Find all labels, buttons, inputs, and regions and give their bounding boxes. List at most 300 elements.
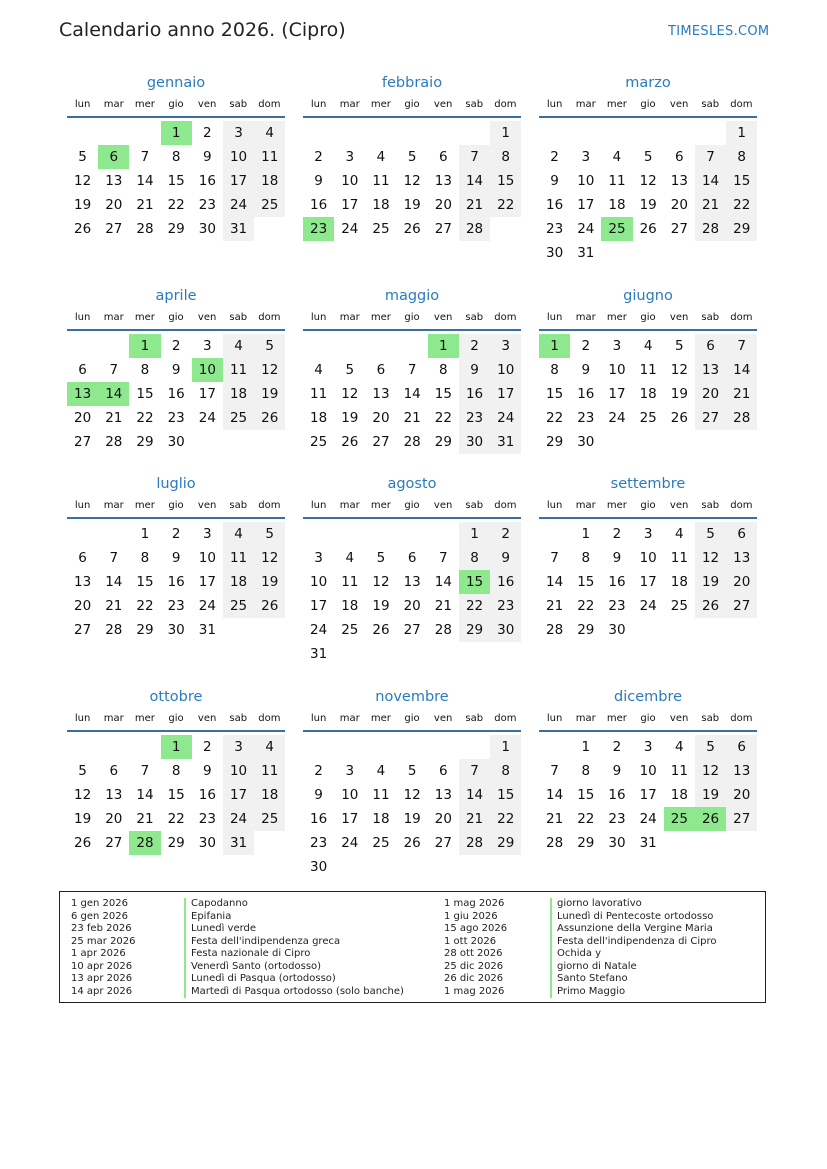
day-cell: 11 xyxy=(372,787,390,803)
day-cell: 30 xyxy=(310,859,328,875)
weekday-label: ven xyxy=(433,713,453,724)
weekday-label: ven xyxy=(197,99,217,110)
weekday-label: mar xyxy=(575,713,596,724)
day-cell: 27 xyxy=(74,622,92,638)
day-cell: 29 xyxy=(577,835,595,851)
legend-holiday-name: Lunedì di Pentecoste ortodosso xyxy=(550,911,717,924)
holiday-day-cell: 1 xyxy=(428,334,459,358)
weekday-label: dom xyxy=(730,99,753,110)
day-cell: 6 xyxy=(695,334,726,358)
weekday-label: gio xyxy=(168,312,184,323)
weekday-label: mar xyxy=(575,500,596,511)
day-cell: 20 xyxy=(74,598,92,614)
weekday-header xyxy=(67,710,285,732)
legend-holiday-name: Martedì di Pasqua ortodosso (solo banche) xyxy=(184,986,404,999)
weekday-label: dom xyxy=(494,312,517,323)
month-dicembre xyxy=(539,687,757,855)
day-cell: 20 xyxy=(726,570,757,594)
day-cell: 29 xyxy=(167,835,185,851)
empty-cell xyxy=(129,121,160,145)
day-cell: 13 xyxy=(105,787,123,803)
month-title: maggio xyxy=(384,288,440,304)
day-cell: 16 xyxy=(546,197,564,213)
day-cell: 12 xyxy=(670,362,688,378)
day-cell: 21 xyxy=(459,807,490,831)
day-cell: 19 xyxy=(74,197,92,213)
day-cell: 14 xyxy=(136,787,154,803)
weekday-label: lun xyxy=(310,312,327,323)
legend-holiday-name: giorno di Natale xyxy=(550,961,717,974)
empty-cell xyxy=(67,522,98,546)
day-cell: 23 xyxy=(577,410,595,426)
weekday-label: gio xyxy=(640,500,656,511)
days-grid xyxy=(539,121,757,265)
day-cell: 13 xyxy=(403,574,421,590)
day-cell: 19 xyxy=(254,570,285,594)
legend-holiday-name: Lunedì verde xyxy=(184,923,404,936)
day-cell: 15 xyxy=(136,574,154,590)
month-novembre xyxy=(303,687,521,879)
weekday-label: dom xyxy=(494,500,517,511)
day-cell: 8 xyxy=(490,759,521,783)
weekday-label: sab xyxy=(229,99,248,110)
empty-cell xyxy=(67,735,98,759)
day-cell: 10 xyxy=(223,145,254,169)
day-cell: 5 xyxy=(78,149,87,165)
empty-cell xyxy=(428,522,459,546)
day-cell: 20 xyxy=(372,410,390,426)
day-cell: 9 xyxy=(314,173,323,189)
day-cell: 4 xyxy=(345,550,355,566)
weekday-label: mer xyxy=(370,99,391,110)
holiday-day-cell: 10 xyxy=(192,358,223,382)
legend-date: 6 gen 2026 xyxy=(71,910,129,922)
day-cell: 8 xyxy=(140,550,150,566)
day-cell: 18 xyxy=(310,410,328,426)
legend-date: 28 ott 2026 xyxy=(444,948,503,959)
weekday-label: ven xyxy=(197,500,217,511)
day-cell: 13 xyxy=(726,546,757,570)
day-cell: 21 xyxy=(136,197,154,213)
day-cell: 20 xyxy=(695,382,726,406)
month-luglio xyxy=(67,474,285,642)
day-cell: 6 xyxy=(407,550,417,566)
day-cell: 18 xyxy=(639,386,657,402)
weekday-label: gio xyxy=(168,99,184,110)
day-cell: 2 xyxy=(581,338,591,354)
day-cell: 3 xyxy=(643,526,653,542)
day-cell: 31 xyxy=(223,831,254,855)
day-cell: 28 xyxy=(695,217,726,241)
month-title: novembre xyxy=(375,689,449,705)
legend-date: 13 apr 2026 xyxy=(71,973,133,984)
day-cell: 30 xyxy=(546,245,564,261)
days-grid xyxy=(67,121,285,241)
day-cell: 27 xyxy=(434,835,452,851)
day-cell: 20 xyxy=(670,197,688,213)
day-cell: 29 xyxy=(490,831,521,855)
weekday-label: mar xyxy=(339,500,360,511)
day-cell: 1 xyxy=(490,735,521,759)
legend-date: 10 apr 2026 xyxy=(71,960,133,972)
legend-date: 1 giu 2026 xyxy=(444,910,498,922)
day-cell: 22 xyxy=(546,410,564,426)
month-title: dicembre xyxy=(613,689,683,705)
day-cell: 11 xyxy=(670,763,688,779)
holiday-day-cell: 1 xyxy=(539,334,570,358)
month-gennaio xyxy=(67,73,285,241)
day-cell: 10 xyxy=(639,550,657,566)
day-cell: 5 xyxy=(695,522,726,546)
legend-date: 25 dic 2026 xyxy=(444,960,504,972)
legend-date: 1 mag 2026 xyxy=(444,985,505,997)
day-cell: 22 xyxy=(490,193,521,217)
day-cell: 2 xyxy=(203,739,212,755)
day-cell: 16 xyxy=(490,570,521,594)
day-cell: 2 xyxy=(171,338,181,354)
day-cell: 30 xyxy=(198,835,216,851)
day-cell: 29 xyxy=(434,434,452,450)
legend-holiday-name: Epifania xyxy=(184,911,404,924)
day-cell: 2 xyxy=(612,739,622,755)
day-cell: 10 xyxy=(608,362,626,378)
day-cell: 1 xyxy=(459,522,490,546)
day-cell: 6 xyxy=(726,522,757,546)
day-cell: 18 xyxy=(341,598,359,614)
day-cell: 5 xyxy=(78,763,87,779)
days-grid xyxy=(303,121,521,241)
empty-cell xyxy=(334,121,365,145)
day-cell: 24 xyxy=(223,807,254,831)
day-cell: 9 xyxy=(459,358,490,382)
day-cell: 19 xyxy=(695,570,726,594)
day-cell: 20 xyxy=(403,598,421,614)
day-cell: 13 xyxy=(105,173,123,189)
weekday-label: mer xyxy=(606,713,627,724)
day-cell: 16 xyxy=(310,197,328,213)
day-cell: 7 xyxy=(439,550,448,566)
day-cell: 29 xyxy=(726,217,757,241)
day-cell: 16 xyxy=(198,787,216,803)
day-cell: 12 xyxy=(403,787,421,803)
day-cell: 4 xyxy=(223,334,254,358)
day-cell: 1 xyxy=(726,121,757,145)
day-cell: 10 xyxy=(310,574,328,590)
day-cell: 23 xyxy=(167,410,185,426)
day-cell: 18 xyxy=(608,197,626,213)
day-cell: 7 xyxy=(407,362,417,378)
day-cell: 22 xyxy=(490,807,521,831)
month-title: settembre xyxy=(610,476,686,492)
day-cell: 4 xyxy=(675,526,684,542)
day-cell: 12 xyxy=(254,358,285,382)
day-cell: 21 xyxy=(105,598,123,614)
day-cell: 1 xyxy=(581,739,591,755)
day-cell: 28 xyxy=(546,835,564,851)
day-cell: 23 xyxy=(608,598,626,614)
day-cell: 22 xyxy=(434,410,452,426)
day-cell: 22 xyxy=(577,598,595,614)
day-cell: 5 xyxy=(345,362,355,378)
empty-cell xyxy=(664,121,695,145)
weekday-label: dom xyxy=(730,713,753,724)
day-cell: 22 xyxy=(726,193,757,217)
day-cell: 21 xyxy=(546,598,564,614)
day-cell: 23 xyxy=(310,835,328,851)
day-cell: 14 xyxy=(546,574,564,590)
day-cell: 11 xyxy=(670,550,688,566)
day-cell: 22 xyxy=(167,811,185,827)
weekday-label: ven xyxy=(197,713,217,724)
day-cell: 6 xyxy=(109,763,119,779)
day-cell: 23 xyxy=(198,811,216,827)
weekday-header xyxy=(67,96,285,118)
day-cell: 11 xyxy=(608,173,626,189)
day-cell: 2 xyxy=(314,149,323,165)
empty-cell xyxy=(397,121,428,145)
day-cell: 4 xyxy=(254,735,285,759)
day-cell: 25 xyxy=(310,434,328,450)
weekday-label: gio xyxy=(640,713,656,724)
day-cell: 2 xyxy=(612,526,622,542)
day-cell: 28 xyxy=(403,434,421,450)
day-cell: 17 xyxy=(310,598,328,614)
day-cell: 2 xyxy=(550,149,559,165)
day-cell: 17 xyxy=(490,382,521,406)
day-cell: 10 xyxy=(490,358,521,382)
day-cell: 27 xyxy=(105,221,123,237)
day-cell: 13 xyxy=(670,173,688,189)
day-cell: 15 xyxy=(136,386,154,402)
weekday-label: mer xyxy=(606,99,627,110)
legend-holiday-name: Festa nazionale di Cipro xyxy=(184,948,404,961)
month-title: ottobre xyxy=(149,689,203,705)
day-cell: 24 xyxy=(198,598,216,614)
day-cell: 28 xyxy=(546,622,564,638)
day-cell: 3 xyxy=(203,338,212,354)
holiday-day-cell: 1 xyxy=(161,121,192,145)
day-cell: 5 xyxy=(643,149,653,165)
day-cell: 25 xyxy=(254,193,285,217)
weekday-label: mar xyxy=(339,713,360,724)
weekday-label: dom xyxy=(494,99,517,110)
days-grid xyxy=(67,522,285,642)
day-cell: 12 xyxy=(254,546,285,570)
weekday-label: lun xyxy=(74,99,91,110)
day-cell: 24 xyxy=(608,410,626,426)
day-cell: 29 xyxy=(546,434,564,450)
empty-cell xyxy=(459,735,490,759)
day-cell: 1 xyxy=(140,526,150,542)
days-grid xyxy=(303,735,521,879)
weekday-label: mer xyxy=(134,99,155,110)
day-cell: 30 xyxy=(608,835,626,851)
day-cell: 4 xyxy=(223,522,254,546)
legend-date: 1 mag 2026 xyxy=(444,898,505,909)
day-cell: 23 xyxy=(167,598,185,614)
day-cell: 12 xyxy=(695,759,726,783)
month-febbraio xyxy=(303,73,521,241)
day-cell: 15 xyxy=(434,386,452,402)
weekday-label: dom xyxy=(258,713,281,724)
legend-holiday-name: Festa dell'indipendenza greca xyxy=(184,936,404,949)
empty-cell xyxy=(303,522,334,546)
day-cell: 29 xyxy=(136,622,154,638)
legend-date: 14 apr 2026 xyxy=(71,985,133,997)
holiday-day-cell: 1 xyxy=(129,334,160,358)
day-cell: 6 xyxy=(78,362,87,378)
day-cell: 21 xyxy=(403,410,421,426)
weekday-label: dom xyxy=(258,99,281,110)
day-cell: 26 xyxy=(341,434,359,450)
legend-holiday-name: Capodanno xyxy=(184,898,404,911)
day-cell: 24 xyxy=(639,598,657,614)
day-cell: 9 xyxy=(203,763,212,779)
day-cell: 3 xyxy=(223,735,254,759)
day-cell: 23 xyxy=(608,811,626,827)
legend-holiday-name: Santo Stefano xyxy=(550,973,717,986)
month-title: giugno xyxy=(623,288,673,304)
day-cell: 13 xyxy=(434,787,452,803)
empty-cell xyxy=(539,522,570,546)
weekday-header xyxy=(539,96,757,118)
day-cell: 3 xyxy=(345,149,355,165)
day-cell: 29 xyxy=(136,434,154,450)
brand-link[interactable]: TIMESLES.COM xyxy=(668,24,770,39)
day-cell: 10 xyxy=(341,787,359,803)
day-cell: 16 xyxy=(608,787,626,803)
day-cell: 2 xyxy=(171,526,181,542)
day-cell: 30 xyxy=(577,434,595,450)
weekday-header xyxy=(539,497,757,519)
weekday-label: lun xyxy=(546,713,563,724)
empty-cell xyxy=(98,334,129,358)
day-cell: 7 xyxy=(726,334,757,358)
day-cell: 7 xyxy=(109,362,119,378)
weekday-label: lun xyxy=(310,500,327,511)
day-cell: 3 xyxy=(223,121,254,145)
empty-cell xyxy=(695,121,726,145)
weekday-label: mer xyxy=(134,312,155,323)
day-cell: 11 xyxy=(310,386,328,402)
day-cell: 7 xyxy=(459,145,490,169)
weekday-label: sab xyxy=(701,99,720,110)
day-cell: 8 xyxy=(140,362,150,378)
month-title: gennaio xyxy=(146,75,206,91)
holiday-legend xyxy=(59,891,766,1003)
day-cell: 17 xyxy=(639,787,657,803)
day-cell: 13 xyxy=(434,173,452,189)
day-cell: 14 xyxy=(434,574,452,590)
weekday-label: ven xyxy=(669,312,689,323)
day-cell: 25 xyxy=(254,807,285,831)
days-grid xyxy=(67,735,285,855)
day-cell: 23 xyxy=(459,406,490,430)
day-cell: 23 xyxy=(198,197,216,213)
weekday-label: dom xyxy=(258,312,281,323)
day-cell: 19 xyxy=(403,197,421,213)
day-cell: 1 xyxy=(581,526,591,542)
day-cell: 20 xyxy=(74,410,92,426)
day-cell: 6 xyxy=(78,550,87,566)
days-grid xyxy=(303,334,521,454)
day-cell: 18 xyxy=(372,811,390,827)
day-cell: 19 xyxy=(341,410,359,426)
day-cell: 24 xyxy=(341,221,359,237)
day-cell: 21 xyxy=(726,382,757,406)
weekday-label: mar xyxy=(575,312,596,323)
day-cell: 3 xyxy=(314,550,323,566)
weekday-label: mer xyxy=(134,713,155,724)
day-cell: 22 xyxy=(577,811,595,827)
weekday-label: dom xyxy=(730,500,753,511)
day-cell: 18 xyxy=(254,169,285,193)
day-cell: 4 xyxy=(612,149,622,165)
weekday-label: gio xyxy=(404,713,420,724)
day-cell: 22 xyxy=(136,410,154,426)
day-cell: 30 xyxy=(608,622,626,638)
day-cell: 18 xyxy=(254,783,285,807)
empty-cell xyxy=(570,121,601,145)
legend-date: 1 gen 2026 xyxy=(71,898,129,909)
day-cell: 1 xyxy=(490,121,521,145)
day-cell: 20 xyxy=(105,811,123,827)
day-cell: 4 xyxy=(376,763,386,779)
day-cell: 9 xyxy=(612,550,622,566)
weekday-label: dom xyxy=(258,500,281,511)
day-cell: 11 xyxy=(223,546,254,570)
weekday-header xyxy=(67,497,285,519)
day-cell: 11 xyxy=(372,173,390,189)
day-cell: 18 xyxy=(670,787,688,803)
day-cell: 16 xyxy=(608,574,626,590)
day-cell: 16 xyxy=(167,574,185,590)
day-cell: 12 xyxy=(341,386,359,402)
day-cell: 25 xyxy=(223,406,254,430)
day-cell: 26 xyxy=(403,221,421,237)
empty-cell xyxy=(334,735,365,759)
day-cell: 17 xyxy=(223,783,254,807)
day-cell: 22 xyxy=(136,598,154,614)
day-cell: 3 xyxy=(581,149,591,165)
month-agosto xyxy=(303,474,521,666)
weekday-label: gio xyxy=(404,312,420,323)
day-cell: 28 xyxy=(459,217,490,241)
weekday-label: ven xyxy=(433,500,453,511)
day-cell: 15 xyxy=(577,787,595,803)
day-cell: 31 xyxy=(310,646,328,662)
day-cell: 28 xyxy=(459,831,490,855)
day-cell: 16 xyxy=(577,386,595,402)
day-cell: 14 xyxy=(695,169,726,193)
weekday-header xyxy=(303,96,521,118)
weekday-label: mar xyxy=(103,99,124,110)
day-cell: 30 xyxy=(198,221,216,237)
day-cell: 26 xyxy=(372,622,390,638)
day-cell: 11 xyxy=(639,362,657,378)
day-cell: 13 xyxy=(372,386,390,402)
month-giugno xyxy=(539,286,757,454)
legend-holiday-name: Primo Maggio xyxy=(550,986,717,999)
day-cell: 26 xyxy=(639,221,657,237)
empty-cell xyxy=(397,735,428,759)
day-cell: 9 xyxy=(203,149,212,165)
holiday-day-cell: 15 xyxy=(459,570,490,594)
day-cell: 17 xyxy=(198,386,216,402)
day-cell: 12 xyxy=(695,546,726,570)
day-cell: 14 xyxy=(459,783,490,807)
day-cell: 19 xyxy=(695,783,726,807)
